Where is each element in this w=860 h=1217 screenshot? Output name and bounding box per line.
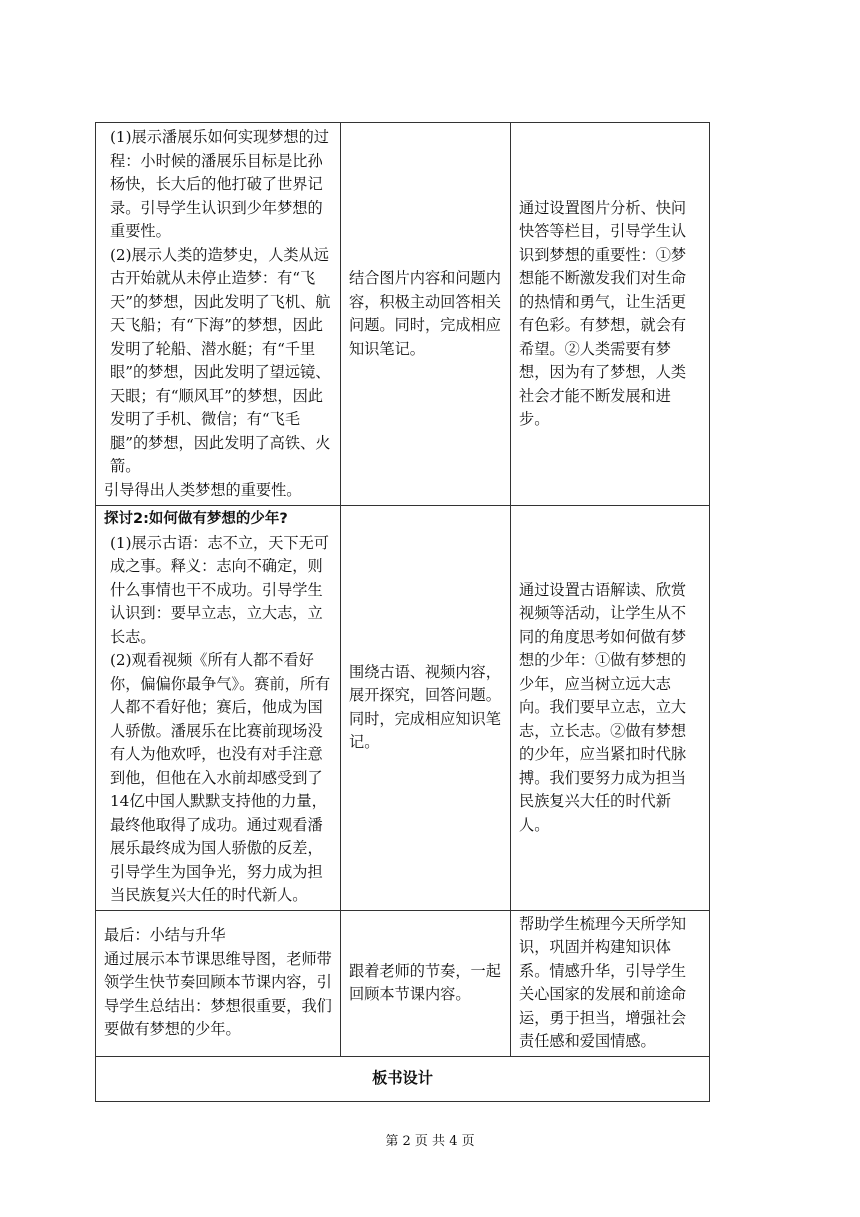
lesson-plan-table <box>95 122 710 1102</box>
cell-paragraph: 最后：小结与升华 <box>104 926 226 945</box>
cell-paragraph: (2)展示人类的造梦史，人类从远古开始就从未停止造梦：有“飞天”的梦想，因此发明了飞机、航天飞船；有“下海”的梦想，因此发明了轮船、潜水艇；有“千里眼”的梦想，因此发明了望远镜、天眼；有“顺风耳”的梦想，因此发明了手机、微信；有“飞毛腿”的梦想，因此发明了高铁、火箭。 <box>110 245 331 475</box>
table-row <box>96 506 710 911</box>
student-activity-cell: 结合图片内容和问题内容，积极主动回答相关问题。同时，完成相应知识笔记。 <box>341 123 511 506</box>
table-row <box>96 123 710 506</box>
teacher-activity-cell <box>96 123 341 506</box>
table-row <box>96 1056 710 1101</box>
teacher-activity-cell <box>96 506 341 911</box>
design-intent-cell: 通过设置古语解读、欣赏视频等活动，让学生从不同的角度思考如何做有梦想的少年：①做有梦想的少年，应当树立远大志向。我们要早立志，立大志，立长志。②做有梦想的少年，应当紧扣时代脉搏。我们要努力成为担当民族复兴大任的时代新人。 <box>511 506 710 911</box>
section-heading: 探讨2:如何做有梦想的少年? <box>104 511 288 527</box>
cell-paragraph: 通过展示本节课思维导图，老师带领学生快节奏回顾本节课内容，引导学生总结出：梦想很重要，我们要做有梦想的少年。 <box>104 949 332 1039</box>
board-design-heading: 板书设计 <box>96 1056 710 1101</box>
cell-paragraph: (1)展示古语：志不立，天下无可成之事。释义：志向不确定，则什么事情也干不成功。引导学生认识到：要早立志，立大志，立长志。 <box>110 533 329 646</box>
design-intent-cell: 通过设置图片分析、快问快答等栏目，引导学生认识到梦想的重要性：①梦想能不断激发我们对生命的热情和勇气，让生活更有色彩。有梦想，就会有希望。②人类需要有梦想，因为有了梦想，人类社会才能不断发展和进步。 <box>511 123 710 506</box>
teacher-activity-cell <box>96 910 341 1056</box>
design-intent-cell: 帮助学生梳理今天所学知识，巩固并构建知识体系。情感升华，引导学生关心国家的发展和前途命运，勇于担当，增强社会责任感和爱国情感。 <box>511 910 710 1056</box>
cell-paragraph: (1)展示潘展乐如何实现梦想的过程：小时候的潘展乐目标是比孙杨快，长大后的他打破了世界记录。引导学生认识到少年梦想的重要性。 <box>110 128 329 240</box>
student-activity-cell: 围绕古语、视频内容，展开探究，回答问题。同时，完成相应知识笔记。 <box>341 506 511 911</box>
table-row <box>96 910 710 1056</box>
cell-paragraph: (2)观看视频《所有人都不看好你，偏偏你最争气》。赛前，所有人都不看好他；赛后，他成为国人骄傲。潘展乐在比赛前现场没有人为他欢呼，也没有对手注意到他，但他在入水前却感受到了14亿中国人默默支持他的力量，最终他取得了成功。通过观看潘展乐最终成为国人骄傲的反差，引导学生为国争光，努力成为担当民族复兴大任的时代新人。 <box>110 651 331 904</box>
page-footer: 第 2 页 共 4 页 <box>385 1134 475 1149</box>
student-activity-cell: 跟着老师的节奏，一起回顾本节课内容。 <box>341 910 511 1056</box>
cell-paragraph: 引导得出人类梦想的重要性。 <box>104 480 302 499</box>
